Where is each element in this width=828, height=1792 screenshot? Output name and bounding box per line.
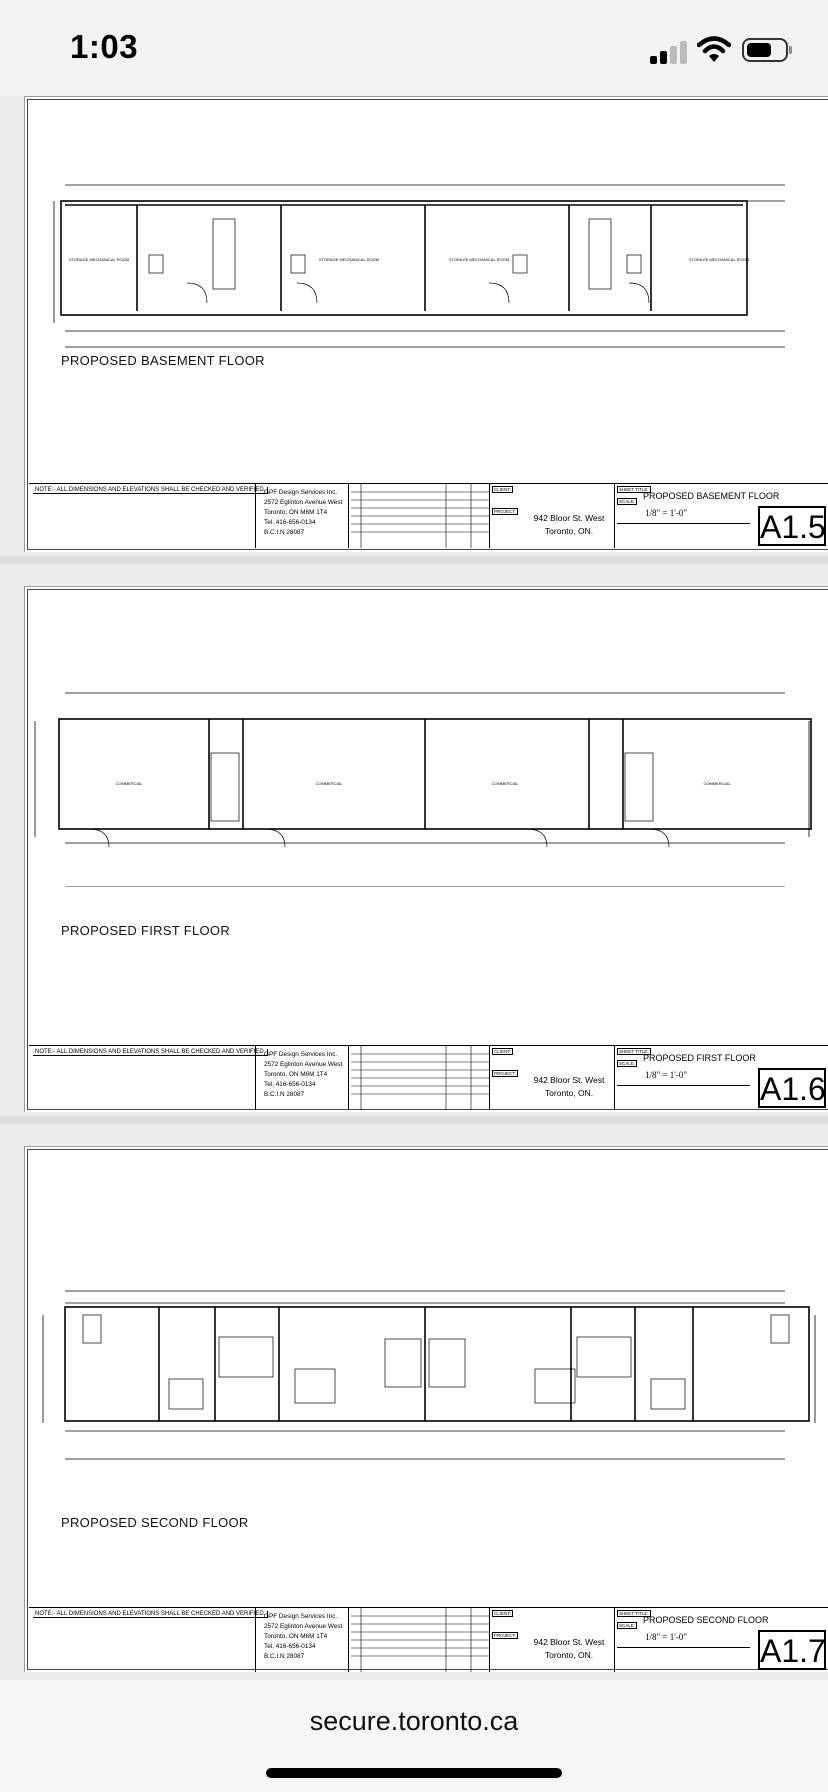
floor-label: PROPOSED BASEMENT FLOOR (61, 353, 265, 368)
title-block (29, 483, 828, 548)
second-floor-plan (29, 1147, 828, 1477)
sheet-title-tag: SHEET TITLE: (619, 1049, 649, 1054)
project-tag: PROJECT: (494, 1633, 516, 1638)
client-tag: CLIENT: (494, 1611, 511, 1616)
sheet-title-tag: SHEET TITLE: (619, 487, 649, 492)
floor-label: PROPOSED FIRST FLOOR (61, 923, 231, 938)
sheet-scale: 1/8" = 1'-0" (645, 1632, 688, 1642)
firm-info: GPF Design Services Inc. 2572 Eglinton Avenue West Toronto, ON M6M 1T4 Tel. 416-656-0134 B.C.I.N 28087 (256, 1046, 349, 1110)
sheet-title: PROPOSED FIRST FLOOR (643, 1053, 756, 1063)
page-divider (0, 556, 828, 564)
room-label: STORAGE MECHANICAL ROOM (688, 257, 750, 262)
sheet-scale: 1/8" = 1'-0" (645, 1070, 688, 1080)
project-address: 942 Bloor St. West Toronto, ON. (533, 513, 605, 536)
page-divider (0, 1116, 828, 1124)
scale-tag: SCALE: (619, 499, 636, 504)
room-label: STORAGE MECHANICAL ROOM (318, 257, 380, 262)
revision-table (351, 1608, 490, 1672)
url-text[interactable]: secure.toronto.ca (309, 1706, 519, 1736)
sheet-title: PROPOSED SECOND FLOOR (643, 1615, 769, 1625)
project-address: 942 Bloor St. West Toronto, ON. (533, 1075, 605, 1098)
room-label: STORAGE MECHANICAL ROOM (448, 257, 510, 262)
revision-table (351, 1046, 490, 1110)
scale-tag: SCALE: (619, 1061, 636, 1066)
status-time: 1:03 (70, 28, 139, 65)
room-label: COMMERCIAL (491, 781, 519, 786)
revision-table (351, 484, 490, 548)
room-label: COMMERCIAL (315, 781, 343, 786)
sheet-title: PROPOSED BASEMENT FLOOR (643, 491, 780, 501)
title-block (29, 1607, 828, 1672)
battery-icon (742, 38, 788, 62)
project-tag: PROJECT: (494, 1071, 516, 1076)
room-label: COMMERCIAL (703, 781, 731, 786)
verification-note: NOTE:- ALL DIMENSIONS AND ELEVATIONS SHALL BE CHECKED AND VERIFIED. (33, 1611, 268, 1618)
firm-info: GPF Design Services Inc. 2572 Eglinton Avenue West Toronto, ON M6M 1T4 Tel. 416-656-0134 B.C.I.N 28087 (256, 484, 349, 548)
project-tag: PROJECT: (494, 509, 516, 514)
project-address: 942 Bloor St. West Toronto, ON. (533, 1637, 605, 1660)
sheet-title-tag: SHEET TITLE: (619, 1611, 649, 1616)
floor-label: PROPOSED SECOND FLOOR (61, 1515, 249, 1530)
browser-url-bar[interactable] (0, 1680, 828, 1792)
first-floor-plan (29, 587, 828, 887)
drawing-sheet-a1-6 (24, 586, 828, 1112)
client-tag: CLIENT: (494, 1049, 511, 1054)
room-label: COMMERCIAL (115, 781, 143, 786)
drawing-sheet-a1-7 (24, 1146, 828, 1672)
wifi-icon (697, 34, 731, 64)
sheet-number: A1.5 (758, 506, 826, 546)
scale-tag: SCALE: (619, 1623, 636, 1628)
home-indicator[interactable] (266, 1768, 562, 1778)
verification-note: NOTE:- ALL DIMENSIONS AND ELEVATIONS SHALL BE CHECKED AND VERIFIED. (33, 1049, 268, 1056)
sheet-number: A1.6 (758, 1068, 826, 1108)
cellular-signal-icon (650, 40, 690, 64)
client-tag: CLIENT: (494, 487, 511, 492)
verification-note: NOTE:- ALL DIMENSIONS AND ELEVATIONS SHALL BE CHECKED AND VERIFIED. (33, 487, 268, 494)
sheet-number: A1.7 (758, 1630, 826, 1670)
status-bar (0, 0, 828, 96)
sheet-scale: 1/8" = 1'-0" (645, 508, 688, 518)
room-label: STORAGE MECHANICAL ROOM (68, 257, 130, 262)
firm-info: GPF Design Services Inc. 2572 Eglinton Avenue West Toronto, ON M6M 1T4 Tel. 416-656-0134 B.C.I.N 28087 (256, 1608, 349, 1672)
title-block (29, 1045, 828, 1110)
drawing-sheet-a1-5 (24, 96, 828, 552)
basement-floor-plan (29, 97, 828, 457)
